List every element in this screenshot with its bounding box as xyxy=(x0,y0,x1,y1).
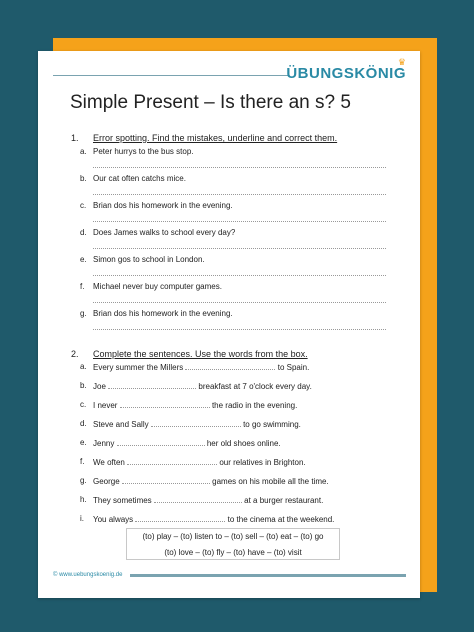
item-letter: g. xyxy=(80,309,87,318)
brand-logo: ÜBUNGSKÖNIG xyxy=(286,65,406,82)
sentence-start: You always xyxy=(93,515,134,524)
gap-sentence xyxy=(93,362,309,372)
sentence-end: games on his mobile all the time. xyxy=(212,477,329,486)
item-letter: f. xyxy=(80,457,85,466)
gap-sentence xyxy=(93,457,306,467)
exercise-2-number: 2. xyxy=(71,349,79,359)
answer-line[interactable] xyxy=(93,302,386,303)
sentence-end: to Spain. xyxy=(277,363,310,372)
gap-sentence xyxy=(93,514,334,524)
gap-blank[interactable] xyxy=(108,381,196,389)
item-letter: f. xyxy=(80,282,85,291)
item-letter: h. xyxy=(80,495,87,504)
item-letter: i. xyxy=(80,514,84,523)
item-letter: e. xyxy=(80,438,87,447)
gap-blank[interactable] xyxy=(122,476,210,484)
gap-sentence xyxy=(93,419,301,429)
sentence-end: the radio in the evening. xyxy=(211,401,298,410)
sentence-end: at a burger restaurant. xyxy=(244,496,324,505)
item-letter: d. xyxy=(80,228,87,237)
item-letter: a. xyxy=(80,362,87,371)
worksheet-page xyxy=(38,51,420,598)
sentence-end: our relatives in Brighton. xyxy=(219,458,306,467)
sentence-start: Jenny xyxy=(93,439,115,448)
footer-copyright[interactable]: © www.uebungskoenig.de xyxy=(53,572,123,578)
item-letter: c. xyxy=(80,201,87,210)
gap-blank[interactable] xyxy=(185,362,275,370)
error-sentence: Michael never buy computer games. xyxy=(93,282,222,291)
word-box-line-2: (to) love – (to) fly – (to) have – (to) visit xyxy=(164,548,302,557)
word-box xyxy=(126,528,340,560)
sentence-start: They sometimes xyxy=(93,496,152,505)
answer-line[interactable] xyxy=(93,329,386,330)
sentence-start: We often xyxy=(93,458,125,467)
sentence-start: Steve and Sally xyxy=(93,420,149,429)
item-letter: g. xyxy=(80,476,87,485)
item-letter: a. xyxy=(80,147,87,156)
sentence-start: I never xyxy=(93,401,118,410)
gap-blank[interactable] xyxy=(154,495,242,503)
word-box-line-1: (to) play – (to) listen to – (to) sell – (to) eat – (to) go xyxy=(142,532,324,541)
item-letter: b. xyxy=(80,174,87,183)
header-rule xyxy=(53,75,288,76)
sentence-end: breakfast at 7 o'clock every day. xyxy=(198,382,312,391)
gap-sentence xyxy=(93,495,323,505)
answer-line[interactable] xyxy=(93,221,386,222)
gap-sentence xyxy=(93,381,312,391)
sentence-start: George xyxy=(93,477,120,486)
item-letter: d. xyxy=(80,419,87,428)
gap-blank[interactable] xyxy=(120,400,210,408)
sentence-start: Joe xyxy=(93,382,106,391)
item-letter: e. xyxy=(80,255,87,264)
sentence-end: to go swimming. xyxy=(243,420,301,429)
item-letter: b. xyxy=(80,381,87,390)
crown-icon: ♛ xyxy=(397,57,406,67)
sentence-start: Every summer the Millers xyxy=(93,363,184,372)
error-sentence: Does James walks to school every day? xyxy=(93,228,236,237)
sentence-end: her old shoes online. xyxy=(206,439,281,448)
gap-blank[interactable] xyxy=(127,457,217,465)
page-title: Simple Present – Is there an s? 5 xyxy=(70,92,351,113)
answer-line[interactable] xyxy=(93,167,386,168)
answer-line[interactable] xyxy=(93,275,386,276)
error-sentence: Simon gos to school in London. xyxy=(93,255,205,264)
error-sentence: Brian dos his homework in the evening. xyxy=(93,309,233,318)
exercise-1-heading: Error spotting. Find the mistakes, underline and correct them. xyxy=(93,133,338,143)
error-sentence: Our cat often catchs mice. xyxy=(93,174,186,183)
error-sentence: Peter hurrys to the bus stop. xyxy=(93,147,194,156)
gap-sentence xyxy=(93,438,281,448)
error-sentence: Brian dos his homework in the evening. xyxy=(93,201,233,210)
exercise-1-number: 1. xyxy=(71,133,79,143)
footer-rule xyxy=(130,574,406,577)
item-letter: c. xyxy=(80,400,87,409)
gap-blank[interactable] xyxy=(117,438,205,446)
gap-blank[interactable] xyxy=(151,419,241,427)
sentence-end: to the cinema at the weekend. xyxy=(227,515,335,524)
gap-sentence xyxy=(93,476,329,486)
gap-blank[interactable] xyxy=(135,514,225,522)
answer-line[interactable] xyxy=(93,248,386,249)
answer-line[interactable] xyxy=(93,194,386,195)
gap-sentence xyxy=(93,400,297,410)
exercise-2-heading: Complete the sentences. Use the words from the box. xyxy=(93,349,308,359)
